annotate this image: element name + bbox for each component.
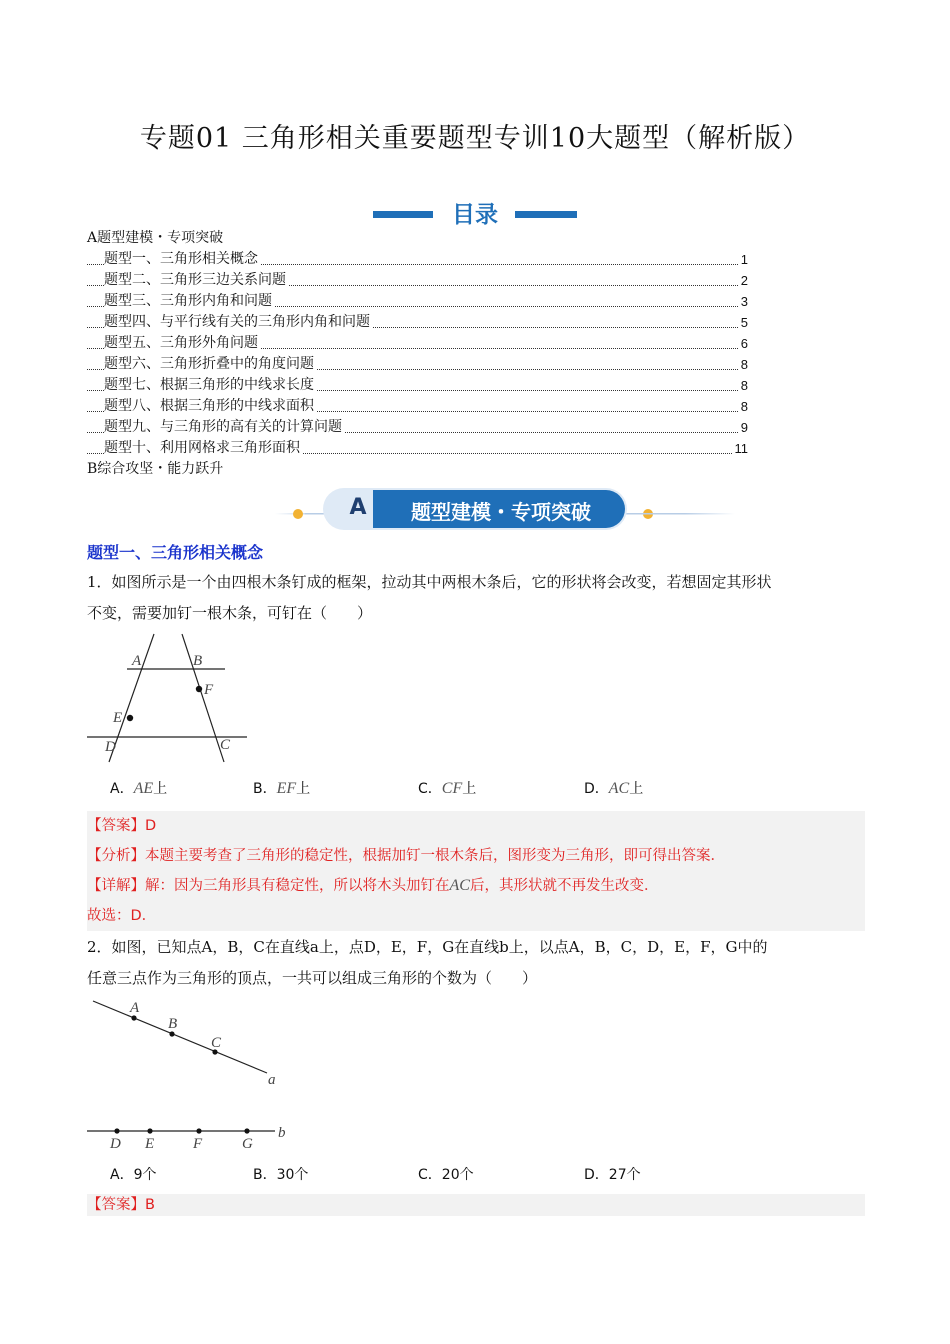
q2-label-e: E — [145, 1136, 155, 1152]
q2-options — [0, 1164, 950, 1190]
q2-label-a: A — [130, 1000, 140, 1016]
section-banner — [265, 486, 735, 532]
q2-option-d[interactable]: D．27个 — [584, 1167, 641, 1183]
table-of-contents — [87, 228, 752, 480]
q1-analysis: 【分析】本题主要考查了三角形的稳定性，根据加钉一根木条后，图形变为三角形，即可得出答案． — [87, 848, 725, 864]
q2-figure — [87, 995, 297, 1155]
toc-item-page: 9 — [739, 417, 748, 438]
question-1 — [87, 567, 857, 629]
toc-item-page: 2 — [739, 270, 748, 291]
toc-item-page: 8 — [739, 354, 748, 375]
toc-item[interactable] — [87, 396, 752, 417]
toc-item-label: 题型三、三角形内角和问题 — [104, 293, 272, 309]
q1-option-a[interactable]: A．AE上 — [110, 780, 168, 797]
q1-line-2: 不变，需要加钉一根木条，可钉在（ ） — [87, 604, 373, 622]
q2-answer-block — [87, 1194, 865, 1216]
question-2 — [87, 932, 857, 994]
q2-option-b[interactable]: B．30个 — [253, 1167, 309, 1183]
toc-item-page: 8 — [739, 396, 748, 417]
q1-line-1: 1．如图所示是一个由四根木条钉成的框架，拉动其中两根木条后，它的形状将会改变，若想固定其形状 — [87, 573, 772, 591]
banner-text: 题型建模・专项突破 — [411, 500, 591, 524]
toc-item-page: 5 — [739, 312, 748, 333]
toc-item-label: 题型九、与三角形的高有关的计算问题 — [104, 419, 342, 435]
q2-line-2: 任意三点作为三角形的顶点，一共可以组成三角形的个数为（ ） — [87, 969, 538, 987]
toc-item-label: 题型一、三角形相关概念 — [104, 251, 258, 267]
toc-item[interactable] — [87, 375, 752, 396]
q1-figure — [87, 632, 252, 770]
q2-label-g: G — [242, 1136, 253, 1152]
q1-label-e: E — [113, 710, 123, 726]
q1-label-a: A — [132, 653, 142, 669]
toc-item-label: 题型二、三角形三边关系问题 — [104, 272, 286, 288]
q1-label-d: D — [105, 739, 116, 755]
q2-label-f: F — [193, 1136, 203, 1152]
q1-conclusion: 故选：D． — [87, 908, 157, 924]
q1-option-d[interactable]: D．AC上 — [584, 780, 644, 797]
toc-item-label: 题型五、三角形外角问题 — [104, 335, 258, 351]
q2-answer: 【答案】B — [87, 1197, 155, 1213]
toc-item[interactable] — [87, 417, 752, 438]
page-title: 专题01 三角形相关重要题型专训10大题型（解析版） — [139, 123, 811, 154]
toc-item[interactable] — [87, 354, 752, 375]
q1-option-b[interactable]: B．EF上 — [253, 780, 311, 797]
toc-item-page: 3 — [739, 291, 748, 312]
toc-item[interactable] — [87, 333, 752, 354]
q2-option-a[interactable]: A．9个 — [110, 1167, 157, 1183]
toc-item-page: 11 — [733, 438, 749, 459]
toc-item-label: 题型七、根据三角形的中线求长度 — [104, 377, 314, 393]
q2-label-b: B — [168, 1016, 178, 1032]
toc-heading — [0, 196, 950, 230]
toc-item-label: 题型八、根据三角形的中线求面积 — [104, 398, 314, 414]
q1-answer-block — [87, 811, 865, 931]
toc-item[interactable] — [87, 291, 752, 312]
toc-item-label: 题型十、利用网格求三角形面积 — [104, 440, 300, 456]
banner-dot-left — [293, 509, 303, 519]
q2-label-d: D — [110, 1136, 121, 1152]
toc-item[interactable] — [87, 438, 752, 459]
q2-label-c: C — [211, 1035, 222, 1051]
q1-label-b: B — [193, 653, 203, 669]
type-heading: 题型一、三角形相关概念 — [87, 543, 264, 562]
banner-letter: A — [349, 495, 367, 520]
q2-label-line-b: b — [278, 1125, 286, 1141]
q1-label-f: F — [204, 682, 214, 698]
q2-line-1: 2．如图，已知点A，B，C在直线a上，点D，E，F，G在直线b上，以点A，B，C，D，E，F，G中的 — [87, 938, 768, 956]
q1-answer: 【答案】D — [87, 818, 157, 834]
toc-section-b[interactable]: B综合攻坚・能力跃升 — [87, 461, 224, 477]
q1-label-c: C — [220, 737, 231, 753]
q1-options — [0, 778, 950, 806]
toc-item[interactable] — [87, 249, 752, 270]
q2-option-c[interactable]: C．20个 — [418, 1167, 474, 1183]
toc-item-page: 6 — [739, 333, 748, 354]
toc-title: 目录 — [452, 202, 498, 228]
toc-item-page: 1 — [739, 249, 748, 270]
toc-item[interactable] — [87, 270, 752, 291]
q2-label-line-a: a — [268, 1072, 276, 1088]
q1-option-c[interactable]: C．CF上 — [418, 780, 477, 797]
toc-item-label: 题型四、与平行线有关的三角形内角和问题 — [104, 314, 370, 330]
toc-item-label: 题型六、三角形折叠中的角度问题 — [104, 356, 314, 372]
q1-detail: 【详解】解：因为三角形具有稳定性，所以将木头加钉在AC后，其形状就不再发生改变． — [87, 877, 659, 894]
toc-item[interactable] — [87, 312, 752, 333]
toc-item-page: 8 — [739, 375, 748, 396]
toc-section-a[interactable]: A题型建模・专项突破 — [87, 230, 224, 246]
